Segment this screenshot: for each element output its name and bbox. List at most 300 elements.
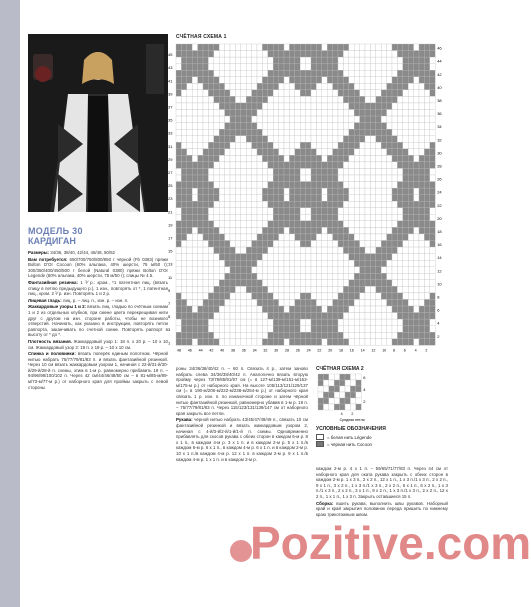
chart-1-cell <box>300 221 305 228</box>
chart-1-cell <box>225 267 230 274</box>
chart-1-cell <box>273 44 278 51</box>
chart-1-cell <box>214 77 219 84</box>
chart-2-cell <box>340 392 345 398</box>
chart-1-cell <box>327 332 332 339</box>
chart-1-cell <box>257 51 262 58</box>
chart-1-cell <box>387 168 392 175</box>
chart-1-cell <box>241 83 246 90</box>
chart-1-cell <box>208 110 213 117</box>
chart-1-cell <box>419 136 424 143</box>
chart-1-cell <box>338 260 343 267</box>
chart-1-cell <box>279 306 284 313</box>
chart-1-cell <box>349 299 354 306</box>
chart-1-cell <box>349 214 354 221</box>
chart-1-cell <box>225 149 230 156</box>
chart-1-cell <box>392 96 397 103</box>
chart-1-cell <box>300 241 305 248</box>
chart-1-cell <box>181 123 186 130</box>
chart-1-cell <box>289 90 294 97</box>
chart-1-cell <box>376 267 381 274</box>
chart-1-cell <box>289 175 294 182</box>
chart-1-cell <box>343 83 348 90</box>
chart-1-cell <box>198 110 203 117</box>
chart-1-cell <box>408 339 413 346</box>
chart-1-cell <box>430 96 435 103</box>
chart-1-cell <box>327 306 332 313</box>
chart-1-cell <box>381 83 386 90</box>
chart-1-cell <box>246 77 251 84</box>
chart-1-cell <box>300 299 305 306</box>
chart-1-cell <box>327 313 332 320</box>
chart-1-cell <box>430 129 435 136</box>
chart-1-cell <box>284 280 289 287</box>
chart-1-cell <box>246 96 251 103</box>
chart-1-cell <box>333 241 338 248</box>
chart-1-cell <box>279 123 284 130</box>
chart-1-cell <box>430 280 435 287</box>
chart-1-cell <box>370 280 375 287</box>
chart-2-cell <box>334 386 339 392</box>
chart-1-cell <box>316 241 321 248</box>
chart-1-cell <box>176 116 181 123</box>
chart-1-cell <box>316 51 321 58</box>
chart-1-cell <box>225 313 230 320</box>
chart-1-cell <box>257 90 262 97</box>
chart-1-cell <box>246 116 251 123</box>
chart-1-cell <box>295 241 300 248</box>
chart-1-cell <box>370 123 375 130</box>
chart-1-cell <box>392 319 397 326</box>
chart-1-cell <box>219 149 224 156</box>
chart-1-cell <box>225 77 230 84</box>
chart-1-cell <box>230 57 235 64</box>
chart-1-cell <box>316 234 321 241</box>
chart-1-cell <box>360 182 365 189</box>
chart-1-cell <box>311 293 316 300</box>
chart-1-cell <box>214 136 219 143</box>
chart-1-cell <box>408 116 413 123</box>
chart-1-cell <box>397 142 402 149</box>
chart-1-cell <box>403 273 408 280</box>
chart-1-cell <box>273 162 278 169</box>
chart-1-cell <box>397 155 402 162</box>
chart-1-cell <box>349 234 354 241</box>
chart-1-cell <box>354 123 359 130</box>
chart-1-cell <box>208 273 213 280</box>
chart-1-cell <box>376 254 381 261</box>
chart-1-cell <box>322 326 327 333</box>
chart-1-cell <box>311 273 316 280</box>
chart-1-cell <box>187 326 192 333</box>
chart-1-cell <box>192 339 197 346</box>
chart-1-cell <box>408 208 413 215</box>
chart-1-cell <box>300 83 305 90</box>
chart-1-cell <box>230 293 235 300</box>
chart-1-cell <box>252 247 257 254</box>
chart-1-cell <box>235 155 240 162</box>
chart-1-cell <box>392 214 397 221</box>
legend-label-black: = чёрная нить Cocoon <box>327 441 372 447</box>
chart-1-cell <box>230 182 235 189</box>
chart-1-cell <box>430 110 435 117</box>
chart-1-cell <box>214 116 219 123</box>
chart-2-grid <box>316 372 376 424</box>
chart-1-cell <box>235 96 240 103</box>
chart-1-cell <box>370 162 375 169</box>
chart-1-cell <box>252 227 257 234</box>
chart-1-cell <box>349 155 354 162</box>
chart-1-cell <box>225 319 230 326</box>
chart-1-cell <box>414 175 419 182</box>
chart-1-cell <box>392 306 397 313</box>
chart-1-cell <box>397 182 402 189</box>
chart-1-cell <box>273 299 278 306</box>
chart-1-cell <box>387 273 392 280</box>
chart-1-cell <box>365 280 370 287</box>
chart-1-cell <box>387 77 392 84</box>
chart-1-cell <box>176 70 181 77</box>
chart-1-cell <box>295 123 300 130</box>
chart-1-cell <box>181 306 186 313</box>
chart-1-cell <box>381 227 386 234</box>
chart-1-cell <box>284 168 289 175</box>
chart-1-cell <box>414 83 419 90</box>
chart-1-cell <box>187 64 192 71</box>
chart-1-cell <box>181 70 186 77</box>
chart-1-cell <box>214 293 219 300</box>
chart-2-cell <box>318 398 323 404</box>
chart-1-cell <box>424 195 429 202</box>
chart-1-cell <box>257 306 262 313</box>
chart-1-cell <box>322 44 327 51</box>
chart-1-cell <box>268 162 273 169</box>
chart-1-cell <box>273 77 278 84</box>
chart-1-cell <box>365 286 370 293</box>
chart-1-cell <box>246 64 251 71</box>
chart-1-cell <box>208 51 213 58</box>
chart-1-cell <box>235 123 240 130</box>
chart-1-col-label: 16 <box>349 348 354 353</box>
chart-1-cell <box>387 155 392 162</box>
chart-1-cell <box>316 286 321 293</box>
chart-1-cell <box>408 123 413 130</box>
chart-1-cell <box>192 332 197 339</box>
chart-1-cell <box>181 77 186 84</box>
chart-1-cell <box>225 221 230 228</box>
chart-1-cell <box>268 168 273 175</box>
chart-1-cell <box>419 155 424 162</box>
chart-1-cell <box>387 293 392 300</box>
chart-1-cell <box>414 293 419 300</box>
chart-1-cell <box>306 319 311 326</box>
chart-1-cell <box>219 51 224 58</box>
chart-1-cell <box>370 57 375 64</box>
chart-1-cell <box>219 103 224 110</box>
chart-2-cell <box>340 398 345 404</box>
chart-1-cell <box>408 90 413 97</box>
chart-1-cell <box>322 155 327 162</box>
chart-1-cell <box>279 44 284 51</box>
chart-1-cell <box>252 254 257 261</box>
chart-1-cell <box>316 142 321 149</box>
chart-1-cell <box>187 339 192 346</box>
chart-1-cell <box>338 110 343 117</box>
chart-1-cell <box>219 221 224 228</box>
chart-2-cell <box>345 386 350 392</box>
chart-1-cell <box>370 188 375 195</box>
chart-1-cell <box>300 332 305 339</box>
chart-1-cell <box>403 51 408 58</box>
chart-1-cell <box>230 168 235 175</box>
chart-1-cell <box>203 241 208 248</box>
chart-1-cell <box>306 293 311 300</box>
chart-1-cell <box>403 44 408 51</box>
chart-1-cell <box>333 227 338 234</box>
chart-1-row-label: 46 <box>437 45 442 51</box>
chart-1-cell <box>176 103 181 110</box>
chart-1-cell <box>246 214 251 221</box>
chart-1-row-label: 4 <box>437 320 440 326</box>
chart-1-cell <box>187 103 192 110</box>
chart-1-cell <box>295 267 300 274</box>
chart-1-cell <box>257 182 262 189</box>
chart-1-cell <box>284 299 289 306</box>
chart-1-row-label: 24 <box>437 189 442 195</box>
chart-1-cell <box>300 273 305 280</box>
chart-1-cell <box>316 319 321 326</box>
chart-1-cell <box>338 214 343 221</box>
chart-1-cell <box>430 273 435 280</box>
chart-1-cell <box>349 168 354 175</box>
chart-1-cell <box>419 254 424 261</box>
chart-1-cell <box>365 175 370 182</box>
chart-1-cell <box>295 155 300 162</box>
chart-1-cell <box>343 188 348 195</box>
chart-1-cell <box>230 103 235 110</box>
chart-1-cell <box>219 208 224 215</box>
chart-1-cell <box>198 195 203 202</box>
chart-1-cell <box>327 96 332 103</box>
chart-1-cell <box>225 129 230 136</box>
chart-1-cell <box>311 247 316 254</box>
chart-1-cell <box>316 273 321 280</box>
chart-1-cell <box>392 286 397 293</box>
chart-1-cell <box>230 129 235 136</box>
chart-1-cell <box>403 208 408 215</box>
chart-1-cell <box>284 221 289 228</box>
chart-2-col-label: 4 <box>340 412 343 416</box>
chart-1-cell <box>306 234 311 241</box>
chart-1-cell <box>370 313 375 320</box>
chart-1-cell <box>354 175 359 182</box>
chart-1-cell <box>370 214 375 221</box>
chart-1-cell <box>208 280 213 287</box>
chart-1-cell <box>376 286 381 293</box>
chart-1-cell <box>257 57 262 64</box>
chart-1-cell <box>327 103 332 110</box>
chart-1-cell <box>279 241 284 248</box>
chart-1-cell <box>419 227 424 234</box>
chart-1-col-label: 6 <box>403 348 406 353</box>
chart-1-cell <box>262 326 267 333</box>
chart-1-cell <box>279 77 284 84</box>
chart-1-cell <box>343 201 348 208</box>
chart-1-cell <box>343 182 348 189</box>
chart-1-cell <box>392 293 397 300</box>
chart-1-cell <box>241 96 246 103</box>
chart-1-cell <box>430 188 435 195</box>
chart-1-cell <box>289 142 294 149</box>
chart-1-cell <box>316 96 321 103</box>
chart-2-cell <box>329 386 334 392</box>
chart-1-cell <box>370 77 375 84</box>
chart-1-cell <box>208 103 213 110</box>
chart-1-cell <box>360 254 365 261</box>
chart-1-cell <box>316 260 321 267</box>
chart-1-cell <box>246 339 251 346</box>
chart-1-cell <box>203 149 208 156</box>
chart-1-cell <box>376 155 381 162</box>
chart-1-cell <box>246 247 251 254</box>
chart-1-cell <box>192 136 197 143</box>
chart-1-cell <box>333 162 338 169</box>
chart-1-cell <box>284 77 289 84</box>
chart-1-row-label: 29 <box>168 156 173 162</box>
chart-1-cell <box>187 332 192 339</box>
chart-1-cell <box>235 208 240 215</box>
chart-1-cell <box>397 241 402 248</box>
chart-1-cell <box>419 142 424 149</box>
chart-1-cell <box>338 142 343 149</box>
chart-1-cell <box>257 299 262 306</box>
chart-1-cell <box>198 136 203 143</box>
chart-1-cell <box>365 326 370 333</box>
chart-1-cell <box>257 188 262 195</box>
chart-1-cell <box>268 247 273 254</box>
chart-1-cell <box>279 103 284 110</box>
chart-1-cell <box>273 332 278 339</box>
chart-1-cell <box>333 247 338 254</box>
chart-1-row-label: 28 <box>437 163 442 169</box>
chart-1-cell <box>208 188 213 195</box>
chart-1-col-label: 38 <box>231 348 235 353</box>
chart-1-cell <box>360 332 365 339</box>
chart-1-cell <box>381 188 386 195</box>
chart-1-cell <box>252 188 257 195</box>
chart-1-cell <box>198 70 203 77</box>
chart-1-cell <box>343 293 348 300</box>
chart-1-cell <box>414 116 419 123</box>
chart-1-cell <box>349 182 354 189</box>
chart-1-cell <box>408 64 413 71</box>
chart-1-cell <box>295 286 300 293</box>
chart-1-cell <box>408 149 413 156</box>
chart-1-cell <box>208 168 213 175</box>
chart-1-cell <box>225 299 230 306</box>
chart-1-cell <box>338 116 343 123</box>
chart-1-cell <box>316 83 321 90</box>
chart-1-cell <box>192 175 197 182</box>
chart-1-cell <box>181 175 186 182</box>
chart-1-cell <box>397 313 402 320</box>
chart-1-cell <box>219 110 224 117</box>
chart-1-cell <box>414 129 419 136</box>
chart-1-cell <box>176 234 181 241</box>
chart-1-cell <box>289 136 294 143</box>
chart-1-cell <box>284 96 289 103</box>
chart-1-cell <box>208 214 213 221</box>
chart-1-cell <box>181 182 186 189</box>
chart-1-cell <box>187 201 192 208</box>
chart-1-cell <box>397 280 402 287</box>
chart-1-cell <box>343 51 348 58</box>
chart-1-cell <box>257 175 262 182</box>
chart-1-cell <box>279 227 284 234</box>
chart-1-cell <box>219 83 224 90</box>
chart-1-cell <box>252 326 257 333</box>
chart-1-cell <box>376 326 381 333</box>
chart-1-cell <box>300 44 305 51</box>
chart-1-cell <box>376 103 381 110</box>
chart-1-cell <box>225 234 230 241</box>
chart-1-cell <box>268 313 273 320</box>
chart-1-cell <box>214 254 219 261</box>
chart-1-cell <box>381 280 386 287</box>
chart-1-cell <box>403 142 408 149</box>
chart-1-cell <box>273 155 278 162</box>
chart-1-cell <box>311 96 316 103</box>
chart-1-cell <box>257 168 262 175</box>
chart-1-cell <box>252 142 257 149</box>
chart-1-cell <box>214 123 219 130</box>
chart-1-cell <box>219 339 224 346</box>
chart-1-cell <box>397 168 402 175</box>
chart-1-cell <box>360 142 365 149</box>
chart-1-cell <box>295 319 300 326</box>
chart-1-cell <box>181 149 186 156</box>
chart-1-cell <box>246 175 251 182</box>
chart-1-cell <box>349 77 354 84</box>
chart-1-cell <box>397 227 402 234</box>
chart-1-cell <box>306 149 311 156</box>
chart-1-cell <box>279 214 284 221</box>
chart-2-cell <box>356 374 361 380</box>
chart-1-cell <box>322 103 327 110</box>
chart-1-cell <box>192 155 197 162</box>
chart-1-cell <box>349 306 354 313</box>
chart-2-cell <box>318 374 323 380</box>
chart-1-cell <box>235 77 240 84</box>
chart-1-cell <box>424 103 429 110</box>
chart-1-cell <box>381 234 386 241</box>
chart-1-cell <box>257 267 262 274</box>
chart-1-cell <box>289 51 294 58</box>
chart-1-cell <box>370 83 375 90</box>
chart-1-cell <box>235 221 240 228</box>
chart-1-cell <box>230 208 235 215</box>
chart-1-cell <box>176 306 181 313</box>
chart-1-cell <box>322 201 327 208</box>
chart-1-cell <box>198 247 203 254</box>
chart-1-cell <box>414 77 419 84</box>
chart-1-cell <box>268 83 273 90</box>
chart-1-cell <box>241 280 246 287</box>
chart-1-cell <box>387 247 392 254</box>
chart-1-cell <box>333 57 338 64</box>
chart-1-cell <box>392 70 397 77</box>
chart-1-cell <box>397 247 402 254</box>
chart-1-cell <box>235 149 240 156</box>
